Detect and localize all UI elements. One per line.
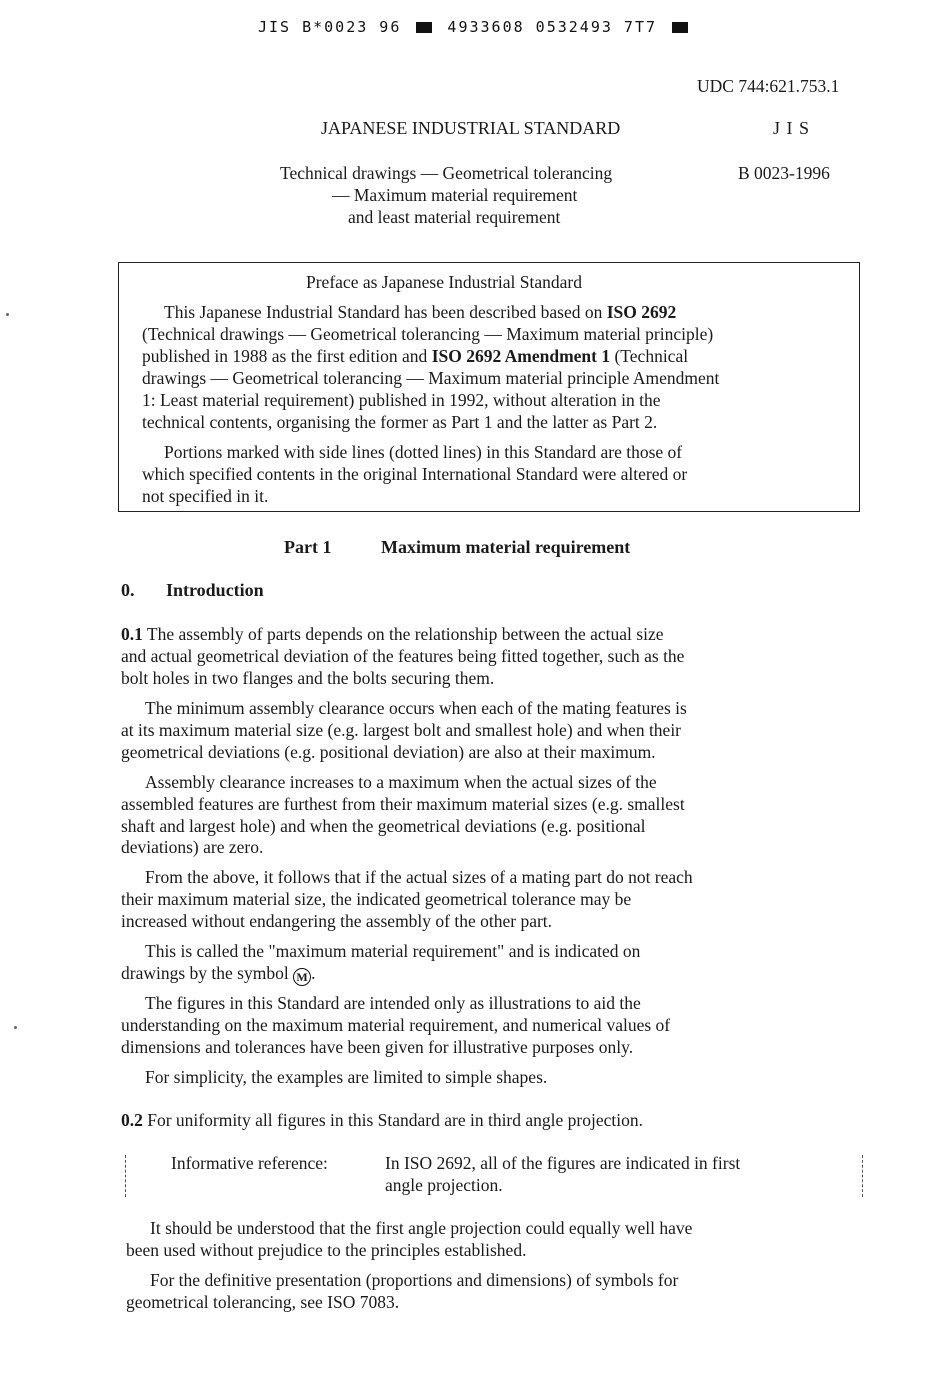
preface-p1-line4: drawings — Geometrical tolerancing — Maximum material principle Amendment — [142, 368, 720, 388]
standard-name: JAPANESE INDUSTRIAL STANDARD — [321, 118, 621, 138]
s01-p2-line1: The minimum assembly clearance occurs when each of the mating features is — [145, 698, 687, 718]
part-title: Maximum material requirement — [381, 537, 631, 557]
udc-number: UDC 744:621.753.1 — [697, 76, 840, 96]
preface-p2-line2: which specified contents in the original International Standard were altered or — [142, 464, 688, 484]
s02-p2-line2: been used without prejudice to the principles established. — [126, 1240, 527, 1260]
preface-p1-line1: This Japanese Industrial Standard has been described based on ISO 2692 — [164, 302, 677, 322]
title-line-3: and least material requirement — [348, 207, 561, 227]
title-line-1: Technical drawings — Geometrical tolerancing — [280, 163, 613, 183]
informative-ref-line2: angle projection. — [385, 1175, 503, 1195]
s02-p3-line2: geometrical tolerancing, see ISO 7083. — [126, 1292, 400, 1312]
maximum-material-symbol: M — [293, 968, 311, 986]
s01-p6-line1: The figures in this Standard are intended only as illustrations to aid the — [145, 993, 641, 1013]
title-line-2: — Maximum material requirement — [332, 185, 578, 205]
preface-heading: Preface as Japanese Industrial Standard — [306, 272, 583, 292]
s02-p2-line1: It should be understood that the first angle projection could equally well have — [150, 1218, 693, 1238]
s01-p6-line2: understanding on the maximum material requirement, and numerical values of — [121, 1015, 671, 1035]
preface-p1-line2: (Technical drawings — Geometrical tolerancing — Maximum material principle) — [142, 324, 714, 344]
s01-p4-line1: From the above, it follows that if the actual sizes of a mating part do not reach — [145, 867, 693, 887]
s01-p1-line1: 0.1 The assembly of parts depends on the relationship between the actual size — [121, 624, 664, 644]
scan-code-mid: 4933608 0532493 7T7 — [447, 18, 658, 36]
s01-p5-line1: This is called the "maximum material requirement" and is indicated on — [145, 941, 641, 961]
s01-p5-line2: drawings by the symbol M . — [121, 963, 316, 984]
s01-p3-line3: shaft and largest hole) and when the geometrical deviations (e.g. positional — [121, 816, 646, 836]
scan-speck — [14, 1026, 17, 1029]
s01-p3-line2: assembled features are furthest from their maximum material sizes (e.g. smallest — [121, 794, 685, 814]
s01-p3-line4: deviations) are zero. — [121, 837, 264, 857]
part-label: Part 1 — [284, 537, 332, 557]
scan-code-left: JIS B*0023 96 — [257, 18, 402, 36]
s01-p6-line3: dimensions and tolerances have been given for illustrative purposes only. — [121, 1037, 634, 1057]
preface-p1-line6: technical contents, organising the former as Part 1 and the latter as Part 2. — [142, 412, 658, 432]
preface-p2-line3: not specified in it. — [142, 486, 269, 506]
preface-p2-line1: Portions marked with side lines (dotted lines) in this Standard are those of — [164, 442, 683, 462]
informative-ref-label: Informative reference: — [171, 1153, 328, 1173]
informative-ref-line1: In ISO 2692, all of the figures are indicated in first — [385, 1153, 741, 1173]
side-line-left — [125, 1155, 126, 1197]
scan-block-mark-end — [672, 22, 688, 33]
jis-mark: J I S — [773, 118, 811, 138]
scan-block-mark — [416, 22, 432, 33]
section-title: Introduction — [166, 580, 264, 600]
s02-line1: 0.2 For uniformity all figures in this Standard are in third angle projection. — [121, 1110, 643, 1130]
s01-p3-line1: Assembly clearance increases to a maximum when the actual sizes of the — [145, 772, 657, 792]
section-number: 0. — [121, 580, 135, 600]
s01-p1-line3: bolt holes in two flanges and the bolts securing them. — [121, 668, 495, 688]
s01-p2-line2: at its maximum material size (e.g. largest bolt and smallest hole) and when their — [121, 720, 682, 740]
s01-p1-line2: and actual geometrical deviation of the features being fitted together, such as the — [121, 646, 685, 666]
s01-p4-line2: their maximum material size, the indicated geometrical tolerance may be — [121, 889, 632, 909]
preface-p1-line5: 1: Least material requirement) published in 1992, without alteration in the — [142, 390, 661, 410]
scan-speck — [6, 313, 9, 316]
scan-header-code — [0, 18, 950, 36]
side-line-right — [862, 1155, 863, 1197]
preface-p1-line3: published in 1988 as the first edition and ISO 2692 Amendment 1 (Technical — [142, 346, 689, 366]
s02-p3-line1: For the definitive presentation (proportions and dimensions) of symbols for — [150, 1270, 679, 1290]
s01-p2-line3: geometrical deviations (e.g. positional deviation) are also at their maximum. — [121, 742, 656, 762]
s01-p7: For simplicity, the examples are limited to simple shapes. — [145, 1067, 548, 1087]
standard-number: B 0023-1996 — [738, 163, 830, 183]
s01-p4-line3: increased without endangering the assembly of the other part. — [121, 911, 553, 931]
